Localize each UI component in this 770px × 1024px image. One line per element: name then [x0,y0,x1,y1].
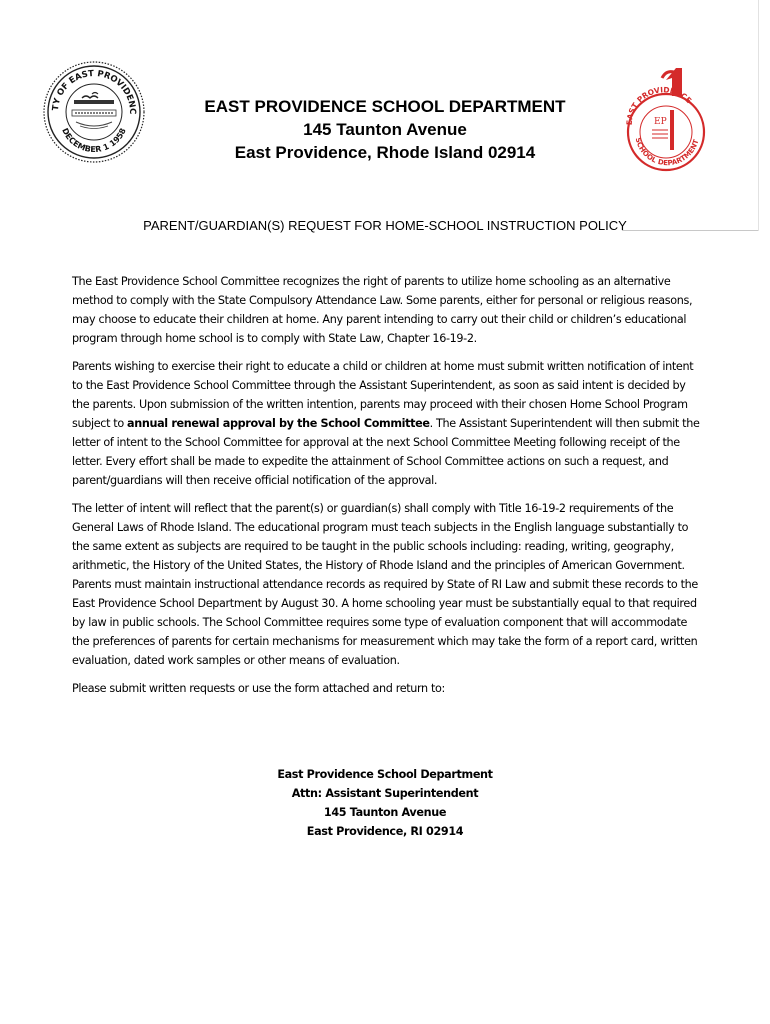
left-seal-bottom-text: DECEMBER 1 1958 [60,126,128,155]
letterhead [150,95,620,164]
paragraph-3: The letter of intent will reflect that the parent(s) or guardian(s) shall comply with Title 16-19-2 requirements of the General Laws of Rhode Island. The educational program must teach subjects in the English language substantially to the same extent as subjects are required to be taught in the public schools including: reading, writing, geography, arithmetic, the History of the United States, the History of Rhode Island and the principles of American Government. Parents must maintain instructional attendance records as required by State of RI Law and submit these records to the East Providence School Department by August 30. A home schooling year must be substantially equal to that required by law in public schools. The School Committee requires some type of evaluation component that will accommodate the preferences of parents for certain mechanisms for measurement which may take the form of a report card, written evaluation, dated work samples or other means of evaluation. [72,502,698,667]
page-edge-rule [758,0,759,231]
left-seal-top-text: TY OF EAST PROVIDENC [50,68,138,115]
letterhead-city: East Providence, Rhode Island 02914 [234,143,536,162]
return-address [0,765,770,841]
right-seal-top-text: EAST PROVIDENCE [624,85,694,126]
address-attention: Attn: Assistant Superintendent [291,787,479,800]
city-seal-icon [42,60,146,164]
address-organization: East Providence School Department [277,768,493,781]
address-city: East Providence, RI 02914 [306,825,464,838]
document-title: PARENT/GUARDIAN(S) REQUEST FOR HOME-SCHOOL INSTRUCTION POLICY [143,218,627,233]
letterhead-organization: EAST PROVIDENCE SCHOOL DEPARTMENT [204,97,566,116]
school-department-logo-icon [618,66,714,182]
svg-text:EP: EP [654,117,667,127]
paragraph-2-text-a: Parents wishing to exercise their right to educate a child or children at home must submit written notification of intent to the East Providence School Committee through the Assistant Superintendent, as soon as said intent is decided by the parents. Upon submission of the written intention, parents may proceed with their chosen Home School Program subject to [72,360,694,430]
paragraph-1: The East Providence School Committee recognizes the right of parents to utilize home schooling as an alternative method to comply with the State Compulsory Attendance Law. Some parents, either for personal or religious reasons, may choose to educate their children at home. Any parent intending to carry out their child or children’s educational program through home school is to comply with State Law, Chapter 16-19-2. [72,275,693,345]
policy-body [72,272,702,707]
paragraph-2 [72,357,702,490]
svg-text:CITY OF EAST PROVIDENCE [42,60,137,114]
address-street: 145 Taunton Avenue [323,806,447,819]
letterhead-street: 145 Taunton Avenue [303,120,467,139]
paragraph-4: Please submit written requests or use the form attached and return to: [72,682,445,695]
right-seal-bottom-text: SCHOOL DEPARTMENT [633,136,701,168]
paragraph-2-text-b: . The Assistant Superintendent will then submit the letter of intent to the School Committee for approval at the next School Committee Meeting following receipt of the letter. Every effort shall be made to expedite the attainment of School Committee actions on such a request, and parent/guardians will then receive official notification of the approval. [72,417,700,487]
paragraph-2-emphasis: annual renewal approval by the School Committee [127,417,430,430]
